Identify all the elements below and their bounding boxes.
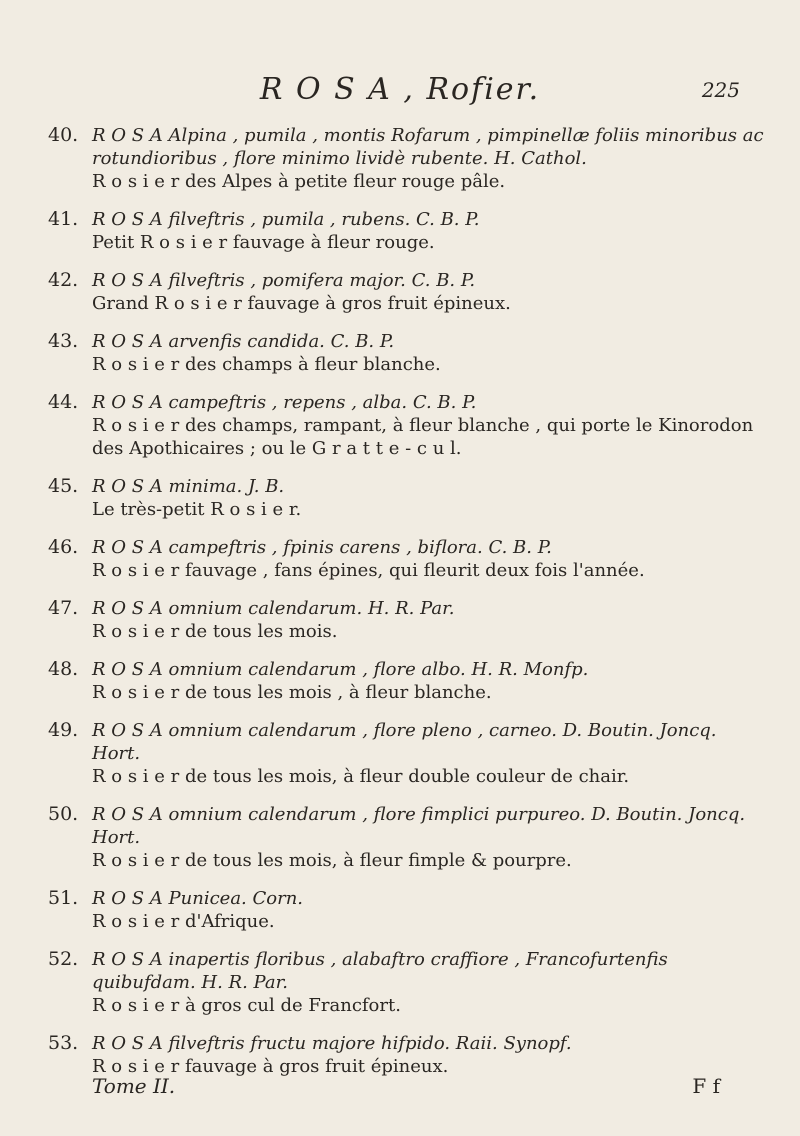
french-name: R o s i e r des champs, rampant, à fleur blanche , qui porte le Kinorodon des Apothicaires ; ou le G r a t t e - c u l. bbox=[92, 415, 754, 459]
entry-number: 47. bbox=[48, 597, 79, 619]
list-item bbox=[48, 658, 768, 704]
french-name: R o s i e r de tous les mois, à fleur double couleur de chair. bbox=[92, 766, 630, 787]
french-name: R o s i e r de tous les mois. bbox=[92, 621, 338, 642]
species-list bbox=[48, 124, 768, 1093]
entry-number: 45. bbox=[48, 475, 79, 497]
latin-name: R O S A omnium calendarum , flore pleno , carneo. D. Boutin. Joncq. Hort. bbox=[92, 720, 717, 764]
entry-number: 41. bbox=[48, 208, 79, 230]
list-item bbox=[48, 475, 768, 521]
latin-name: R O S A campeftris , repens , alba. C. B. P. bbox=[92, 392, 477, 413]
latin-name: R O S A inapertis floribus , alabaftro craffiore , Francofurtenfis quibufdam. H. R. Par. bbox=[92, 949, 668, 993]
list-item bbox=[48, 948, 768, 1017]
list-item bbox=[48, 719, 768, 788]
list-item bbox=[48, 208, 768, 254]
entry-number: 51. bbox=[48, 887, 79, 909]
latin-name: R O S A filveftris fructu majore hifpido. Raii. Synopf. bbox=[92, 1033, 572, 1054]
entry-number: 48. bbox=[48, 658, 79, 680]
list-item bbox=[48, 269, 768, 315]
page-number: 225 bbox=[701, 78, 740, 102]
french-name: Grand R o s i e r fauvage à gros fruit épineux. bbox=[92, 293, 511, 314]
entry-number: 43. bbox=[48, 330, 79, 352]
entry-number: 49. bbox=[48, 719, 79, 741]
latin-name: R O S A minima. J. B. bbox=[92, 476, 285, 497]
french-name: R o s i e r de tous les mois, à fleur fimple & pourpre. bbox=[92, 850, 572, 871]
latin-name: R O S A arvenfis candida. C. B. P. bbox=[92, 331, 395, 352]
list-item bbox=[48, 1032, 768, 1078]
entry-number: 44. bbox=[48, 391, 79, 413]
entry-number: 42. bbox=[48, 269, 79, 291]
list-item bbox=[48, 536, 768, 582]
french-name: R o s i e r d'Afrique. bbox=[92, 911, 275, 932]
french-name: R o s i e r fauvage à gros fruit épineux. bbox=[92, 1056, 449, 1077]
volume-label: Tome II. bbox=[92, 1074, 176, 1098]
french-name: Petit R o s i e r fauvage à fleur rouge. bbox=[92, 232, 435, 253]
entry-number: 46. bbox=[48, 536, 79, 558]
french-name: R o s i e r des champs à fleur blanche. bbox=[92, 354, 441, 375]
entry-number: 50. bbox=[48, 803, 79, 825]
french-name: R o s i e r des Alpes à petite fleur rouge pâle. bbox=[92, 171, 506, 192]
latin-name: R O S A filveftris , pomifera major. C. B. P. bbox=[92, 270, 476, 291]
latin-name: R O S A Alpina , pumila , montis Rofarum , pimpinellæ foliis minoribus ac rotundioribus , flore minimo lividè rubente. H. Cathol. bbox=[92, 125, 764, 169]
latin-name: R O S A campeftris , fpinis carens , biflora. C. B. P. bbox=[92, 537, 552, 558]
list-item bbox=[48, 887, 768, 933]
latin-name: R O S A Punicea. Corn. bbox=[92, 888, 304, 909]
list-item bbox=[48, 597, 768, 643]
latin-name: R O S A omnium calendarum. H. R. Par. bbox=[92, 598, 455, 619]
entry-number: 40. bbox=[48, 124, 79, 146]
entry-number: 53. bbox=[48, 1032, 79, 1054]
latin-name: R O S A omnium calendarum , flore albo. H. R. Monfp. bbox=[92, 659, 589, 680]
latin-name: R O S A filveftris , pumila , rubens. C. B. P. bbox=[92, 209, 480, 230]
running-title: R O S A , Rofier. bbox=[259, 72, 541, 107]
french-name: Le très-petit R o s i e r. bbox=[92, 499, 302, 520]
french-name: R o s i e r fauvage , fans épines, qui fleurit deux fois l'année. bbox=[92, 560, 645, 581]
french-name: R o s i e r à gros cul de Francfort. bbox=[92, 995, 401, 1016]
entry-number: 52. bbox=[48, 948, 79, 970]
list-item bbox=[48, 124, 768, 193]
list-item bbox=[48, 391, 768, 460]
signature-mark: F f bbox=[692, 1074, 720, 1098]
latin-name: R O S A omnium calendarum , flore fimplici purpureo. D. Boutin. Joncq. Hort. bbox=[92, 804, 746, 848]
list-item bbox=[48, 330, 768, 376]
list-item bbox=[48, 803, 768, 872]
french-name: R o s i e r de tous les mois , à fleur blanche. bbox=[92, 682, 492, 703]
